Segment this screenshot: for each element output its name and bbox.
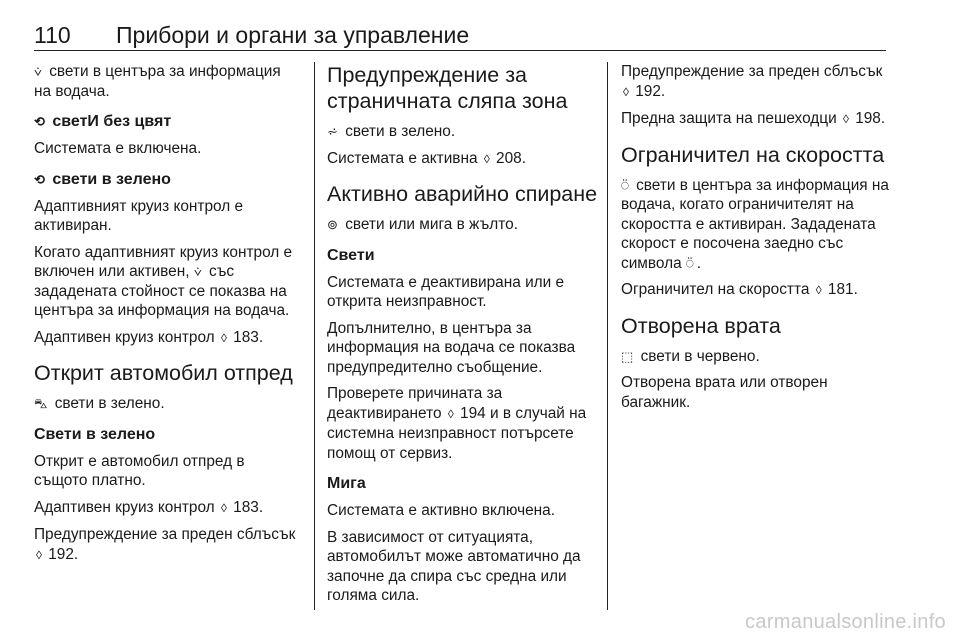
column-3: [621, 62, 889, 419]
page-reference: 192.: [48, 545, 79, 563]
paragraph: [34, 243, 302, 321]
paragraph: [327, 122, 599, 142]
cruise-control-icon: ⩒: [34, 64, 42, 79]
column-1: [34, 62, 302, 572]
door-open-icon: ⬚: [621, 348, 634, 364]
subheading: Мига: [327, 475, 366, 492]
vehicle-ahead-icon: ⛍: [34, 396, 48, 411]
paragraph: [34, 62, 302, 101]
paragraph: Допълнително, в центъра за информация на водача се показва предупредително съобщение.: [327, 319, 576, 376]
reference-text: Адаптивен круиз контрол: [34, 328, 215, 346]
subheading: [34, 112, 302, 132]
arrow-icon: ◊: [447, 406, 454, 421]
cross-reference[interactable]: [34, 328, 302, 349]
arrow-icon: ◊: [220, 330, 227, 345]
paragraph: В зависимост от ситуацията, автомобилът може автоматично да започне да спира със средна или голяма сила.: [327, 528, 581, 604]
reference-text: Предупреждение за преден сблъсък: [621, 63, 883, 80]
reference-text: Предупреждение за преден сблъсък: [34, 526, 296, 543]
subheading: Свети: [327, 246, 375, 264]
cruise-control-icon: ⩒: [193, 264, 202, 279]
paragraph: Системата е активно включена.: [327, 502, 555, 519]
paragraph: Адаптивният круиз контрол е активиран.: [34, 197, 244, 234]
paragraph-text: свети в зелено.: [345, 123, 456, 140]
paragraph-text: свети в зелено.: [54, 395, 165, 412]
paragraph: [327, 215, 599, 235]
section-title: Активно аварийно спиране: [327, 182, 598, 206]
reference-text: Системата е активна: [327, 149, 478, 167]
paragraph: [34, 394, 302, 414]
page-reference: 192.: [635, 82, 666, 100]
section-title: Отворена врата: [621, 313, 781, 338]
arrow-icon: ◊: [623, 84, 629, 99]
cross-reference[interactable]: [621, 109, 889, 130]
paragraph-text: свети или мига в жълто.: [345, 216, 518, 233]
arrow-icon: ◊: [220, 500, 227, 515]
paragraph-text: Проверете причината за деактивирането: [327, 385, 503, 422]
section-title: Ограничител на скоростта: [621, 142, 885, 167]
arrow-icon: ◊: [842, 112, 849, 126]
arrow-icon: ◊: [815, 283, 822, 297]
subheading: Свети в зелено: [34, 425, 156, 443]
speed-limiter-icon: ⍥: [685, 255, 694, 271]
page-title: Прибори и органи за управление: [116, 22, 470, 48]
page-reference: 181.: [827, 281, 858, 298]
blind-spot-icon: ⩫: [327, 124, 338, 139]
column-divider: [607, 62, 608, 610]
arrow-icon: ◊: [36, 547, 42, 562]
speed-limiter-icon: ⍥: [621, 177, 629, 193]
paragraph: [621, 347, 889, 367]
paragraph: Отворена врата или отворен багажник.: [621, 374, 828, 411]
adaptive-cruise-icon: ⟲: [34, 171, 45, 187]
page-number: 110: [34, 22, 71, 48]
paragraph-text: и в случай на системна неизправност потърсете помощ от сервиз.: [327, 404, 587, 462]
cross-reference[interactable]: [621, 280, 889, 301]
cross-reference[interactable]: [34, 498, 302, 519]
paragraph-text: Когато адаптивният круиз контрол е включен или активен,: [34, 243, 293, 280]
paragraph: Системата е включена.: [34, 140, 202, 157]
adaptive-cruise-icon: ⟲: [34, 114, 45, 129]
section-title: Открит автомобил отпред: [34, 361, 293, 385]
paragraph-text: свети в центъра за информация на водача, когато ограничителят на скоростта е активиран. Зададената скорост е посочена заедно със символа: [621, 176, 889, 272]
page-header: [34, 22, 886, 51]
reference-text: Предна защита на пешеходци: [621, 110, 837, 127]
page-reference: 183.: [233, 498, 264, 516]
reference-text: Ограничител на скоростта: [621, 281, 810, 298]
page-reference: 208.: [496, 149, 527, 167]
arrow-icon: ◊: [483, 151, 490, 166]
paragraph: [327, 384, 599, 463]
cross-reference[interactable]: [327, 149, 599, 170]
emergency-braking-icon: ⊚: [327, 217, 338, 232]
paragraph: Системата е деактивирана или е открита неизправност.: [327, 273, 565, 310]
paragraph-text: със зададената стойност се показва на центъра за информация на водача.: [34, 263, 290, 319]
watermark: carmanualsonline.info: [745, 611, 946, 633]
page-reference[interactable]: 194: [460, 404, 486, 422]
cross-reference[interactable]: [621, 62, 889, 102]
cross-reference[interactable]: [34, 525, 302, 565]
subheading-text: свети в зелено: [52, 170, 171, 188]
page-reference: 183.: [233, 328, 264, 346]
paragraph: ⍥ свети в центъра за информация на водача, когато ограничителят на скоростта е активиран. Зададената скорост е посочена заедно със символа ⍥ .: [621, 176, 889, 272]
subheading: [34, 170, 302, 190]
page-reference: 198.: [855, 110, 886, 127]
column-2: [327, 62, 599, 613]
paragraph-text: свети в центъра за информация на водача.: [34, 63, 281, 100]
section-title: Предупреждение за страничната сляпа зона: [327, 63, 568, 113]
paragraph: Открит е автомобил отпред в същото платно.: [34, 452, 245, 489]
column-divider: [314, 62, 315, 610]
paragraph-text: свети в червено.: [640, 347, 760, 365]
subheading-text: светИ без цвят: [52, 113, 172, 130]
reference-text: Адаптивен круиз контрол: [34, 498, 215, 516]
